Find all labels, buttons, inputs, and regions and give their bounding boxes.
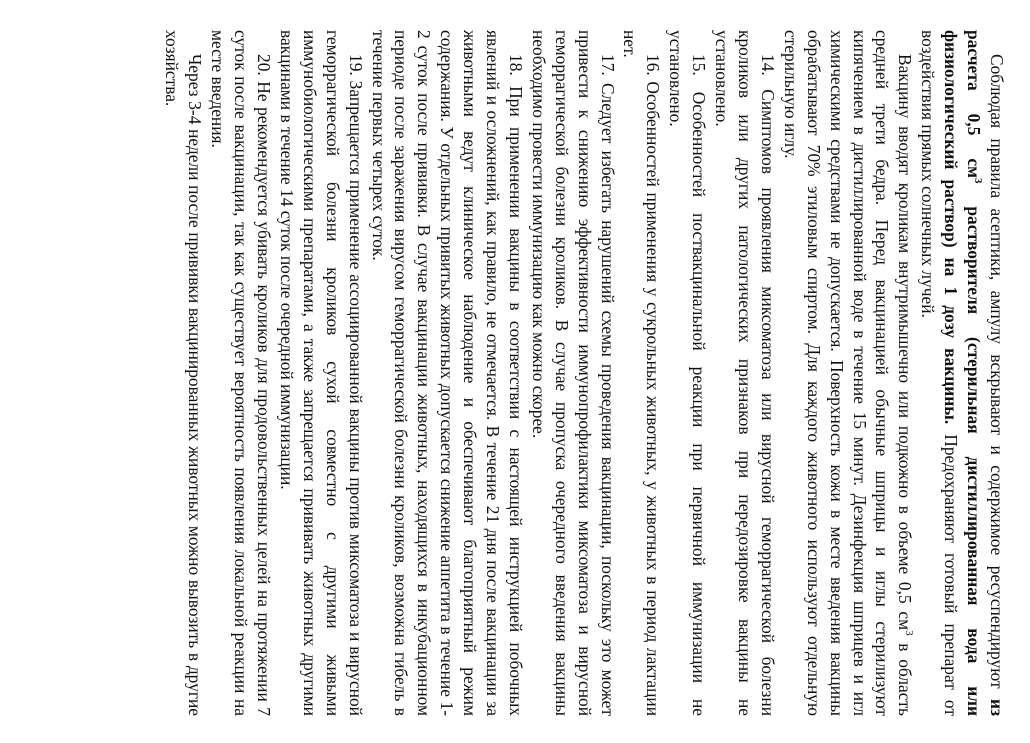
- text-run: 17. Следует избегать нарушений схемы проведения вакцинации, поскольку это может привести к снижению эффективности иммунопрофилактики миксоматоза и вирусной геморрагической болезни кроликов. В случае пропуска очередного введения вакцины необходимо провести иммунизацию как можно скорее.: [528, 30, 618, 716]
- text-run: Предохраняют готовый препарат от воздействия прямых солнечных лучей.: [918, 30, 962, 716]
- paragraph-18: [367, 30, 527, 716]
- text-run: 19. Запрещается применение ассоциированной вакцины против миксоматоза и вирусной геморрагической болезни кроликов сухой совместно с другими живыми иммунобиологическими препаратами, а также запрещается прививать животных другими вакцинами в течение 14 суток после очередной иммунизации.: [276, 30, 366, 716]
- paragraph-19: [275, 30, 367, 716]
- paragraph-intro: [916, 30, 1008, 716]
- bold-run: из расчета 0,5 см: [964, 30, 1007, 716]
- paragraph-14: [710, 30, 779, 716]
- paragraph-16: [619, 30, 665, 716]
- superscript-run: 3: [971, 177, 984, 184]
- paragraph-17: [527, 30, 619, 716]
- paragraph-20: [206, 30, 275, 716]
- paragraph-transfer: [160, 30, 206, 716]
- superscript-run: 3: [903, 630, 916, 636]
- text-run: в область средней трети бедра. Перед вакцинацией обычные шприцы и иглы стерилизуют кипячением в дистиллированной воде в течение 15 минут. Дезинфекция шприцев и игл химическими средствами не допускается. Поверхность кожи в месте введения вакцины обрабатывают 70% этиловым спиртом. Для каждого животного используют отдельную стерильную иглу.: [780, 30, 916, 716]
- document-body: [160, 30, 1008, 716]
- bold-run: растворителя (стерильная дистиллированная вода или физиологический раствор) на 1 дозу вакцины.: [941, 30, 985, 717]
- text-run: 15. Особенностей поствакцинальной реакции при первичной иммунизации не установлено.: [666, 30, 710, 716]
- text-run: Через 3-4 недели после прививки вакцинированных животных можно вывозить в другие хозяйства.: [162, 30, 206, 716]
- text-run: 16. Особенностей применения у сукрольных животных, у животных в период лактации нет.: [620, 30, 664, 716]
- text-run: 14. Симптомов проявления миксоматоза или вирусной геморрагической болезни кроликов или других патологических признаков при передозировке вакцины не установлено.: [712, 30, 778, 716]
- paragraph-15: [664, 30, 710, 716]
- text-run: 20. Не рекомендуется убивать кроликов для продовольственных целей на протяжении 7 суток после вакцинации, так как существует вероятность появления локальной реакции на месте введения.: [208, 30, 274, 716]
- text-run: Вакцину вводят кроликам внутримышечно или подкожно в объеме 0,5 см: [895, 54, 916, 631]
- text-run: Соблюдая правила асептики, ампулу вскрывают и содержимое ресуспендируют: [987, 54, 1007, 699]
- text-run: 18. При применении вакцины в соответствии с настоящей инструкцией побочных явлений и осложнений, как правило, не отмечается. В течение 21 дня после вакцинации за животными ведут клиническое наблюдение и обеспечивают благоприятный режим содержания. У отдельных привитых животных допускается снижение аппетита в течение 1-2 суток после прививки. В случае вакцинации животных, находящихся в инкубационном периоде после заражения вирусом геморрагической болезни кроликов, возможна гибель в течение первых четырех суток.: [368, 30, 526, 716]
- paragraph-injection: [779, 30, 916, 716]
